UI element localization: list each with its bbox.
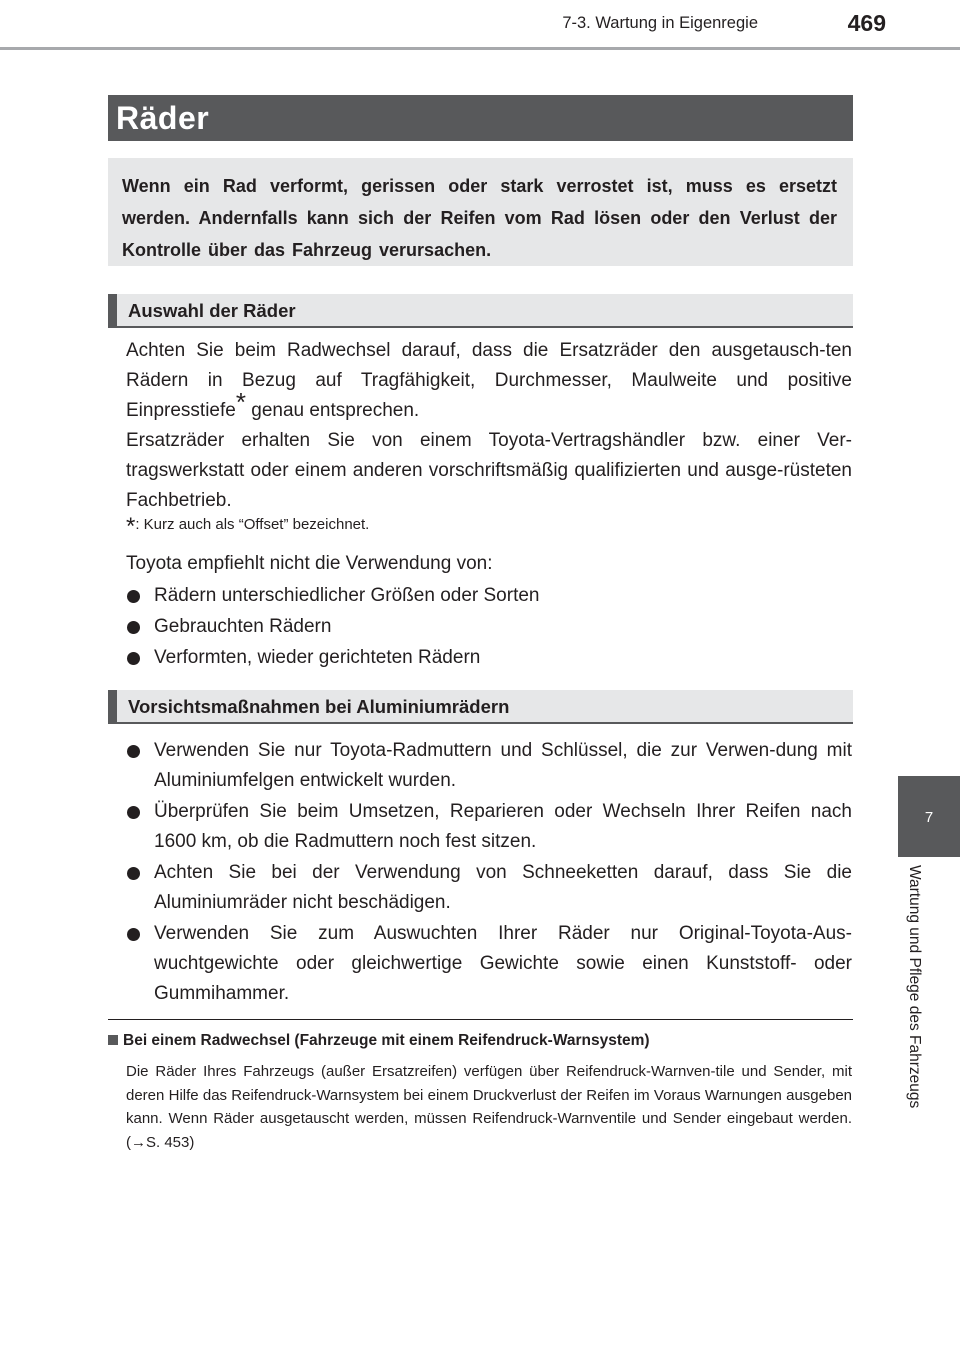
- bullet-icon: [127, 590, 140, 603]
- intro-text: Wenn ein Rad verformt, gerissen oder stark verrostet ist, muss es ersetzt werden. Andernfalls kann sich der Reifen vom Rad lösen oder den Verlust der Kontrolle über das Fahrzeug verursachen.: [122, 176, 837, 260]
- list-item-text: Überprüfen Sie beim Umsetzen, Reparieren oder Wechseln Ihrer Reifen nach 1600 km, ob die Radmuttern noch fest sitzen.: [154, 801, 852, 852]
- paragraph-selection: [126, 336, 852, 426]
- section-heading-aluminium: [108, 690, 853, 724]
- intro-box: [108, 158, 853, 266]
- section-heading-text: Vorsichtsmaßnahmen bei Aluminiumrädern: [128, 696, 510, 717]
- header-divider: [0, 47, 960, 50]
- list-item: [126, 736, 852, 796]
- note-heading-text: Bei einem Radwechsel (Fahrzeuge mit einem Reifendruck-Warnsystem): [123, 1032, 650, 1049]
- list-item-text: Verformten, wieder gerichteten Rädern: [154, 647, 481, 668]
- paragraph-text: genau entsprechen.: [245, 400, 420, 421]
- bullet-icon: [127, 652, 140, 665]
- section-heading-text: Auswahl der Räder: [128, 300, 296, 321]
- list-item-text: Rädern unterschiedlicher Größen oder Sorten: [154, 585, 540, 606]
- heading-marker: [108, 294, 117, 326]
- recommend-text: Toyota empfiehlt nicht die Verwendung von:: [126, 553, 493, 574]
- bullet-icon: [127, 928, 140, 941]
- page-title: Räder: [116, 100, 210, 136]
- bullet-icon: [127, 745, 140, 758]
- list-item-text: Gebrauchten Rädern: [154, 616, 332, 637]
- page-title-bar: [108, 95, 853, 141]
- note-text: Die Räder Ihres Fahrzeugs (außer Ersatzreifen) verfügen über Reifendruck-Warnven-tile und Sender, mit deren Hilfe das Reifendruck-Warnsystem bei einem Druckverlust der Reifen im Voraus Warnungen ausgeben kann. Wenn Räder ausgetauscht werden, müssen Reifendruck-Warnventile und Sender eingebaut werden. (→S. 453): [126, 1063, 852, 1151]
- list-item: [126, 919, 852, 1009]
- section1-body: [126, 336, 852, 516]
- bullet-list-aluminium: [126, 736, 852, 1009]
- footnote-star: *: [126, 513, 136, 540]
- bullet-icon: [127, 621, 140, 634]
- list-item: [126, 643, 852, 673]
- list-item: [126, 797, 852, 857]
- list-item: [126, 612, 852, 642]
- list-item-text: Verwenden Sie nur Toyota-Radmuttern und Schlüssel, die zur Verwen-dung mit Aluminiumfelgen entwickelt wurden.: [154, 740, 852, 791]
- note-divider: [108, 1019, 853, 1020]
- footnote: [126, 513, 370, 540]
- list-item-text: Verwenden Sie zum Auswuchten Ihrer Räder nur Original-Toyota-Aus-wuchtgewichte oder gleichwertige Gewichte sowie einen Kunststoff- oder Gummihammer.: [154, 923, 852, 1004]
- heading-marker: [108, 690, 117, 722]
- bullet-list-avoid: [126, 581, 852, 673]
- bullet-icon: [127, 806, 140, 819]
- footnote-text: : Kurz auch als “Offset” bezeichnet.: [135, 516, 370, 533]
- header-section-title: 7-3. Wartung in Eigenregie: [562, 14, 758, 32]
- square-bullet-icon: [108, 1035, 118, 1045]
- bullet-icon: [127, 867, 140, 880]
- note-heading: [108, 1032, 650, 1050]
- chapter-label: Wartung und Pflege des Fahrzeugs: [906, 865, 923, 1109]
- paragraph-dealer: Ersatzräder erhalten Sie von einem Toyota-Vertragshändler bzw. einer Ver-tragswerkstatt oder einem anderen vorschriftsmäßig qualifizierten und ausge-rüsteten Fachbetrieb.: [126, 430, 852, 511]
- list-item: [126, 581, 852, 611]
- footnote-marker: *: [235, 386, 246, 417]
- section-heading-auswahl: [108, 294, 853, 328]
- paragraph-text: Achten Sie beim Radwechsel darauf, dass die Ersatzräder den ausgetausch-ten Rädern in Bezug auf Tragfähigkeit, Durchmesser, Maulweite und positive Einpresstiefe: [126, 340, 852, 421]
- list-item: [126, 858, 852, 918]
- list-item-text: Achten Sie bei der Verwendung von Schneeketten darauf, dass Sie die Aluminiumräder nicht beschädigen.: [154, 862, 852, 913]
- page-number: 469: [847, 10, 886, 36]
- chapter-tab: 7: [898, 776, 960, 857]
